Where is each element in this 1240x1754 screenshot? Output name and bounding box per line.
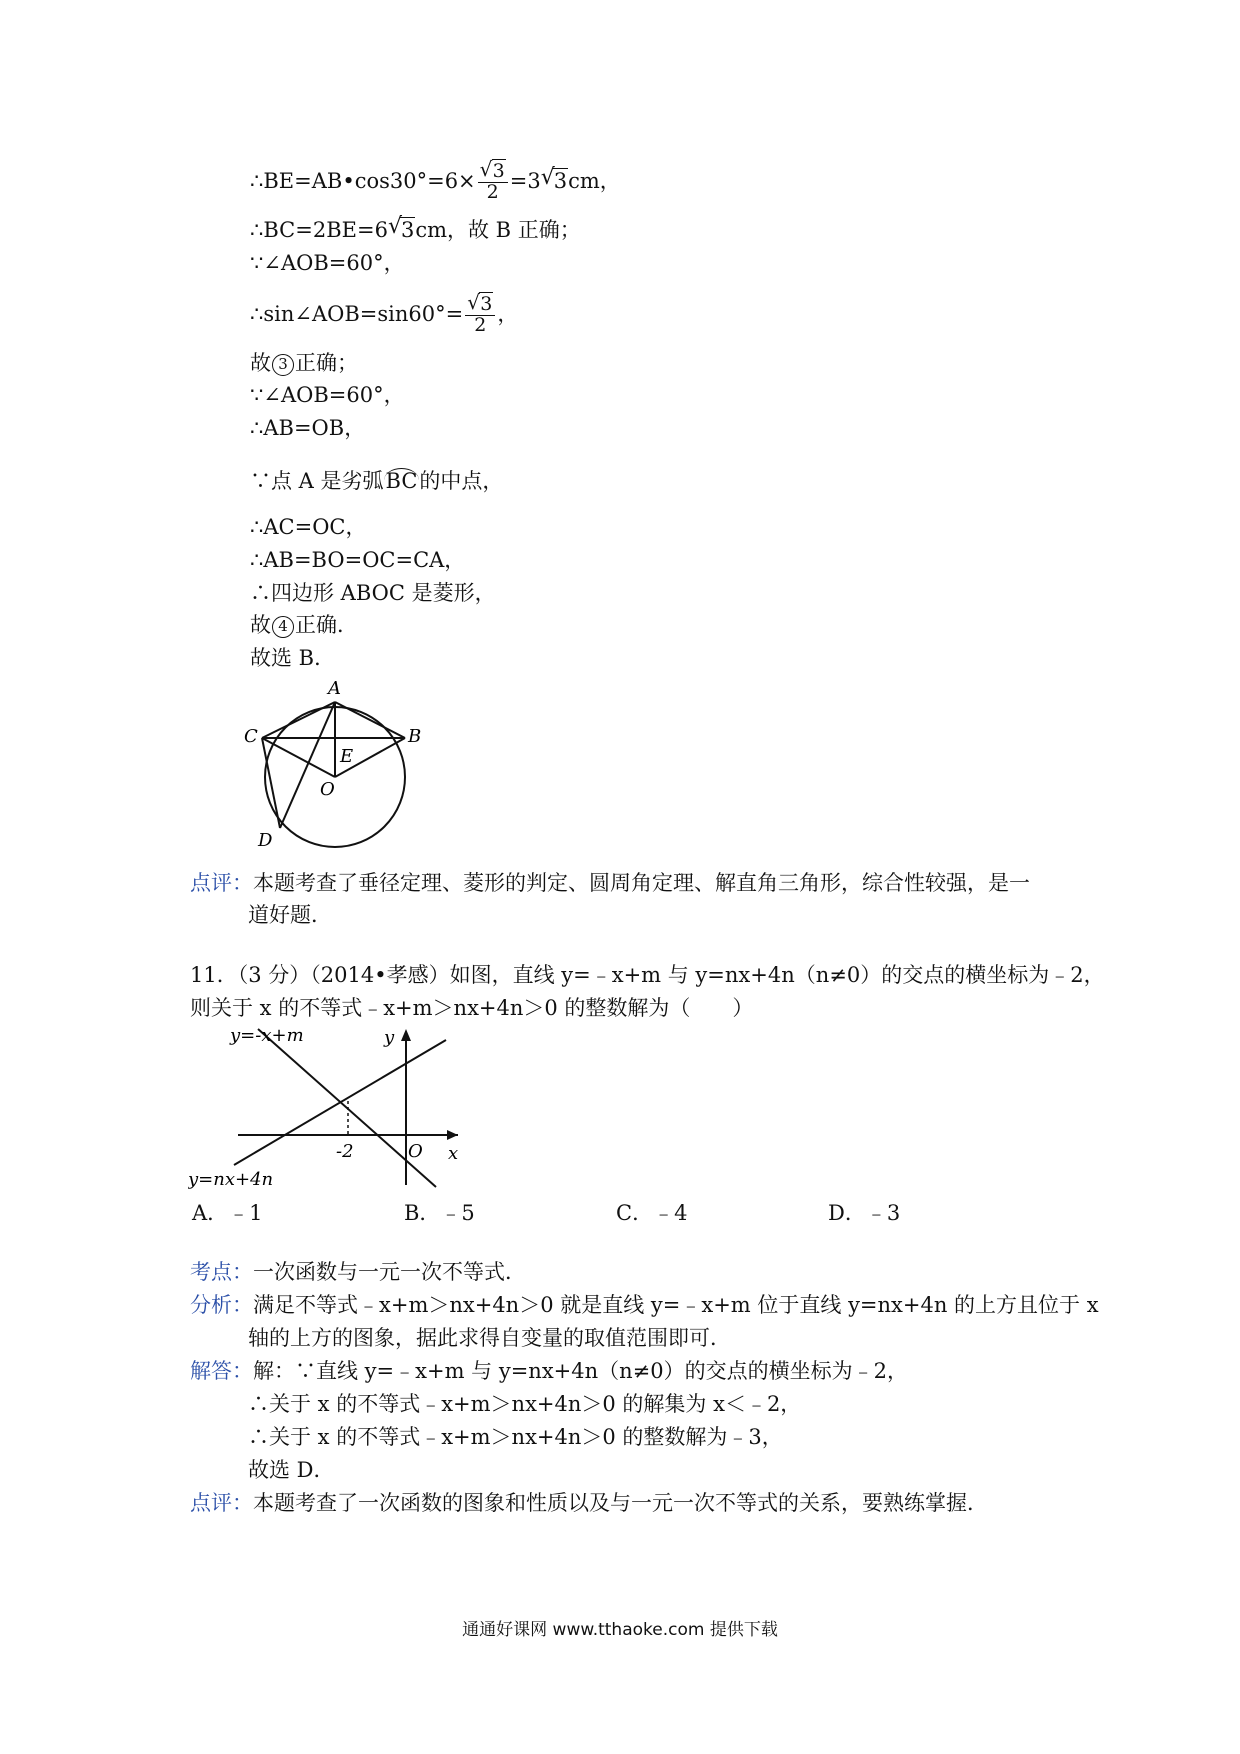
solution-line-answer-b: 故选 B． [250,646,336,670]
sqrt: √ 3 [540,164,568,193]
solution-line-rhombus: ∴四边形 ABOC 是菱形， [250,581,496,605]
jieda-line-1 [190,1356,908,1386]
option-b[interactable]: B．﹣5 [404,1201,475,1225]
review-text: 本题考查了垂径定理、菱形的判定、圆周角定理、解直角三角形，综合性较强，是一 [253,871,1030,895]
fraction: √ 3 2 [465,295,495,336]
fenxi-line-2 [190,1323,731,1353]
circled-number: 4 [272,616,294,638]
radicand: 3 [492,160,505,182]
solution-line-sin [250,290,519,336]
text-segment: =3 [509,168,541,193]
jieda-text: ∴关于 x 的不等式﹣x+m＞nx+4n＞0 的整数解为﹣3， [248,1425,783,1449]
segment-ca [262,702,335,738]
review-line-2 [190,900,332,930]
denominator: 2 [474,313,487,336]
text-segment: ∴BC=2BE=6 [250,218,388,242]
radicand: 3 [553,168,568,193]
text-segment: 的中点， [419,469,504,493]
x-axis-arrow [447,1130,458,1140]
solution-line-angle2: ∵∠AOB=60°， [250,383,405,407]
text-segment: ∵点 A 是劣弧 [250,469,384,493]
jieda-text: 故选 D． [248,1458,335,1482]
fenxi-line-1 [190,1290,1099,1320]
solution-line-midpoint [250,464,503,496]
review-label: 点评： [190,871,253,895]
segment-co [262,738,335,777]
jieda-line-2 [190,1389,801,1419]
text-segment: ， [497,301,519,326]
fraction: √ 3 2 [478,162,508,203]
jieda-label: 解答： [190,1359,253,1383]
dianping-line [190,1488,988,1518]
label-line-nx-plus-4n: y=nx+4n [188,1169,274,1190]
jieda-text: ∴关于 x 的不等式﹣x+m＞nx+4n＞0 的解集为 x＜﹣2， [248,1392,802,1416]
label-line-neg-x-plus-m: y=-x+m [230,1025,304,1046]
sqrt: √ 3 [387,214,415,242]
fenxi-text: 轴的上方的图象，据此求得自变量的取值范围即可． [248,1326,731,1350]
option-c[interactable]: C．﹣4 [616,1201,688,1225]
kaodian-label: 考点： [190,1260,253,1284]
label-tick-neg-2: -2 [336,1141,354,1162]
question-11-line-2: 则关于 x 的不等式﹣x+m＞nx+4n＞0 的整数解为（ ） [190,996,754,1020]
solution-line-ac-oc: ∴AC=OC， [250,515,367,539]
arc-notation [384,464,420,496]
linear-functions-figure [188,1025,488,1190]
fenxi-text: 满足不等式﹣x+m＞nx+4n＞0 就是直线 y=﹣x+m 位于直线 y=nx+4n 的上方且位于 x [253,1293,1099,1317]
y-axis-arrow [401,1029,411,1041]
solution-line-ab-ob: ∴AB=OB， [250,416,366,440]
question-11-line-1: 11．（3 分）（2014•孝感）如图，直线 y=﹣x+m 与 y=nx+4n（n≠0）的交点的横坐标为﹣2， [190,963,1105,987]
review-text: 道好题． [248,903,332,927]
option-d[interactable]: D．﹣3 [828,1201,901,1225]
point-label-b: B [408,726,422,747]
kaodian-line [190,1257,526,1287]
radicand: 3 [400,218,415,242]
segment-ab [335,702,405,738]
solution-line-be [250,157,621,203]
footer-text: 通通好课网 www.tthaoke.com 提供下载 [462,1620,778,1640]
text-segment: cm， [568,168,621,193]
segment-ad [280,702,335,828]
dianping-text: 本题考查了一次函数的图象和性质以及与一元一次不等式的关系，要熟练掌握． [253,1491,988,1515]
point-label-c: C [244,726,258,747]
text-segment: 故 [250,613,271,637]
text-segment: 故 [250,351,271,375]
solution-line-angle1: ∵∠AOB=60°， [250,251,405,275]
jieda-line-4 [190,1455,335,1485]
option-a[interactable]: A．﹣1 [192,1201,263,1225]
denominator: 2 [486,180,499,203]
label-y-axis: y [384,1027,395,1048]
kaodian-text: 一次函数与一元一次不等式． [253,1260,526,1284]
circle-figure [240,680,460,860]
radicand: 3 [480,293,493,315]
fenxi-label: 分析： [190,1293,253,1317]
jieda-text: 解：∵直线 y=﹣x+m 与 y=nx+4n（n≠0）的交点的横坐标为﹣2， [253,1359,908,1383]
text-segment: 正确． [295,613,358,637]
point-label-d: D [258,830,273,851]
jieda-line-3 [190,1422,783,1452]
label-x-axis: x [448,1143,459,1164]
point-label-a: A [328,680,341,699]
text-segment: ∴sin∠AOB=sin60°= [250,301,464,326]
point-label-o: O [320,779,335,800]
text-segment: cm，故 B 正确； [415,218,581,242]
text-segment: ∴BE=AB•cos30°=6× [250,168,476,193]
solution-line-4-correct [250,610,358,640]
solution-line-all-equal: ∴AB=BO=OC=CA， [250,548,466,572]
solution-line-3-correct [250,348,358,378]
solution-line-bc [250,215,581,245]
circled-number: 3 [272,354,294,376]
line-neg-x-plus-m [258,1029,436,1187]
arc-label: BC [385,469,418,493]
text-segment: 正确； [295,351,358,375]
review-line-1 [190,868,1030,898]
label-origin: O [408,1141,423,1162]
point-label-e: E [340,746,354,767]
dianping-label: 点评： [190,1491,253,1515]
